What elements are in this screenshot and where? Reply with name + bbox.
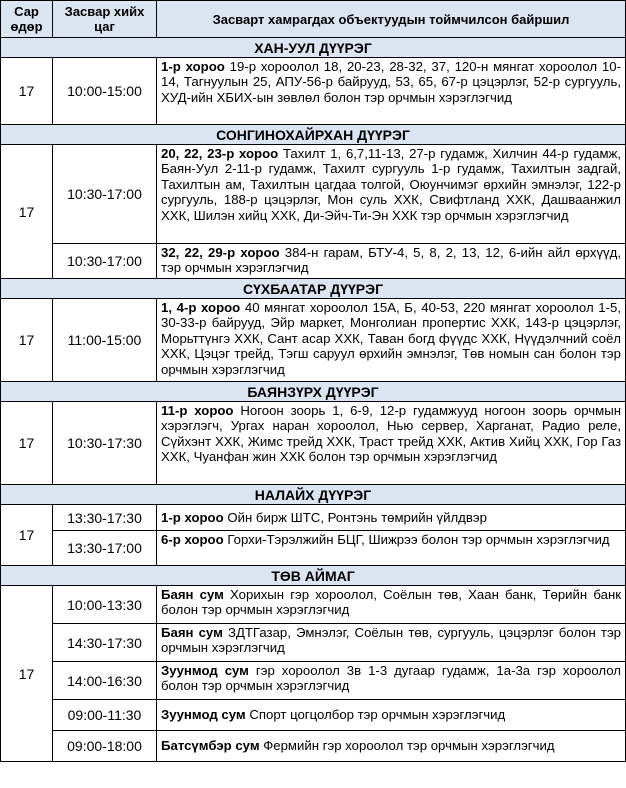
time-cell: 09:00-18:00 (53, 731, 157, 762)
location-unit: Зуунмод сум (161, 663, 249, 678)
time-cell: 14:30-17:30 (53, 624, 157, 662)
location-unit: Баян сум (161, 587, 224, 602)
location-cell (157, 299, 626, 382)
location-details: Горхи-Тэрэлжийн БЦГ, Шижрээ болон тэр орчмын хэрэглэгчид (223, 532, 610, 547)
location-cell (157, 505, 626, 531)
month-day-header: Сар өдөр (1, 1, 53, 38)
location-details: 19-р хороолол 18, 20-23, 28-32, 37, 120-н мянгат хороолол 10-14, Тагнуулын 25, АПУ-56-р байрууд, 53, 65, 67-р цэцэрлэг, 52-р сургууль, ХУД-ийн ХБИХ-ын зөвлөл болон тэр орчмын хэрэглэгчид (161, 59, 621, 105)
location-unit: 11-р хороо (161, 403, 234, 418)
location-unit: 1, 4-р хороо (161, 300, 241, 315)
location-unit: 1-р хороо (161, 509, 224, 525)
month-cell: 17 (1, 299, 53, 382)
month-cell: 17 (1, 58, 53, 125)
location-cell (157, 244, 626, 279)
time-cell: 11:00-15:00 (53, 299, 157, 382)
location-cell (157, 531, 626, 566)
location-unit: 6-р хороо (161, 532, 224, 547)
district-heading: НАЛАЙХ ДҮҮРЭГ (1, 485, 626, 505)
time-cell: 13:30-17:30 (53, 505, 157, 531)
month-cell: 17 (1, 586, 53, 762)
location-cell (157, 700, 626, 731)
location-unit: 32, 22, 29-р хороо (161, 245, 280, 260)
location-unit: Зуунмод сум (161, 707, 246, 723)
time-cell: 13:30-17:00 (53, 531, 157, 566)
location-details: гэр хороолол 3в 1-3 дугаар гудамж, 1а-3а гэр хороолол болон тэр орчмын хэрэглэгчид (161, 663, 621, 694)
time-cell: 10:00-15:00 (53, 58, 157, 125)
month-cell: 17 (1, 402, 53, 485)
location-cell (157, 402, 626, 485)
location-details: Тахилт 1, 6,7,11-13, 27-р гудамж, Хилчин 44-р гудамж, Баян-Уул 2-11-р гудамж, Тахилт сургууль 1-р гудамж, Тахилтын задгай, Тахилтын ам, Тахилтын цагдаа толгой, Оюунчимэг өрхийн эмнэлэг, 122-р сургууль, 188-р цэцэрлэг, Мон суль ХХК, Свифтланд ХХК, Дашваанжил ХХК, Шилэн хийц ХХК, Ди-Эйч-Ти-Эн ХХК тэр орчмын хэрэглэгчид (161, 146, 622, 223)
district-heading: БАЯНЗҮРХ ДҮҮРЭГ (1, 382, 626, 402)
time-cell: 10:30-17:30 (53, 402, 157, 485)
location-cell (157, 145, 626, 244)
location-cell (157, 662, 626, 700)
location-details: 40 мянгат хороолол 15А, Б, 40-53, 220 мянгат хороолол 1-5, 30-33-р байрууд, Эйр маркет, Монголиан пропертис ХХК, 143-р цэцэрлэг, Морьттүнгэ ХХК, Сант асар ХХК, Таван богд фүүдс ХХК, Нүүдэлчний соёл ХХК, Цэцэг трейд, Тэгш саруул өрхийн эмнэлэг, Төв номын сан болон тэр орчмын хэрэглэгчид (161, 300, 621, 377)
month-cell: 17 (1, 145, 53, 279)
time-cell: 10:00-13:30 (53, 586, 157, 624)
location-unit: Батсүмбэр сум (161, 738, 260, 754)
location-unit: 20, 22, 23-р хороо (161, 146, 279, 161)
location-details: Ногоон зоорь 1, 6-9, 12-р гудамжууд ногоон зоорь орчмын хэрэглэгч, Ургах наран хороолол, Нью сервер, Харганат, Радио реле, Сүйхэнт ХХК, Жимс трейд ХХК, Траст трейд ХХК, Актив Хийц ХХК, Гор Газ ХХК, Чуанфан жин ХХК болон тэр орчмын хэрэглэгчид (161, 403, 622, 465)
location-cell (157, 586, 626, 624)
district-heading: ХАН-УУЛ ДҮҮРЭГ (1, 38, 626, 58)
time-cell: 10:30-17:00 (53, 244, 157, 279)
location-details: Фермийн гэр хороолол тэр орчмын хэрэглэгчид (259, 738, 555, 754)
repair-time-header: Засвар хийх цаг (53, 1, 157, 38)
time-cell: 09:00-11:30 (53, 700, 157, 731)
district-heading: СҮХБААТАР ДҮҮРЭГ (1, 279, 626, 299)
location-unit: 1-р хороо (161, 59, 225, 74)
location-cell (157, 731, 626, 762)
location-unit: Баян сум (161, 625, 223, 640)
location-cell (157, 624, 626, 662)
location-details: ЗДТГазар, Эмнэлэг, Соёлын төв, сургууль, цэцэрлэг болон тэр орчмын хэрэглэгчид (161, 625, 622, 656)
location-header: Засварт хамрагдах объектуудын тоймчилсон байршил (157, 1, 626, 38)
time-cell: 10:30-17:00 (53, 145, 157, 244)
time-cell: 14:00-16:30 (53, 662, 157, 700)
location-details: Спорт цогцолбор тэр орчмын хэрэглэгчид (245, 707, 506, 723)
month-cell: 17 (1, 505, 53, 566)
location-cell (157, 58, 626, 125)
district-heading: СОНГИНОХАЙРХАН ДҮҮРЭГ (1, 125, 626, 145)
location-details: 384-н гарам, БТУ-4, 5, 8, 2, 13, 12, 6-ийн айл өрхүүд, тэр орчмын хэрэглэгчид (161, 245, 621, 276)
location-details: Хорихын гэр хороолол, Соёлын төв, Хаан банк, Төрийн банк болон тэр орчмын хэрэглэгчид (161, 587, 621, 618)
district-heading: ТӨВ АЙМАГ (1, 566, 626, 586)
location-details: Ойн бирж ШТС, Ронтэнь төмрийн үйлдвэр (223, 509, 487, 525)
